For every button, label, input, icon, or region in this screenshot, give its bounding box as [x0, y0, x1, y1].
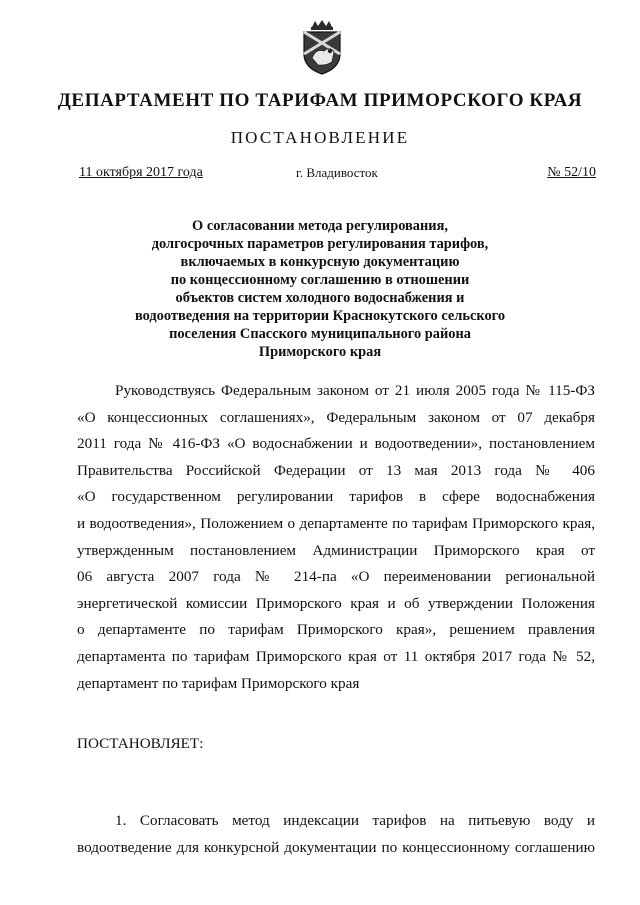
item-line: водоотведение для конкурсной документации по концессионному соглашению: [77, 838, 595, 856]
subject-line: О согласовании метода регулирования,: [192, 218, 448, 234]
document-city: г. Владивосток: [296, 165, 378, 180]
department-title: ДЕПАРТАМЕНТ ПО ТАРИФАМ ПРИМОРСКОГО КРАЯ: [57, 90, 583, 111]
document-type: ПОСТАНОВЛЕНИЕ: [230, 128, 410, 147]
subject-line: объектов систем холодного водоснабжения и: [175, 290, 465, 306]
preamble-line: «О государственном регулировании тарифов в сфере водоснабжения: [77, 488, 595, 506]
subject-line: поселения Спасского муниципального района: [169, 326, 471, 342]
document-number: № 52/10: [547, 165, 596, 180]
preamble-line: о департаменте по тарифам Приморского края», решением правления: [77, 621, 595, 639]
item-line: 1. Согласовать метод индексации тарифов на питьевую воду и: [115, 812, 595, 829]
document-date: 11 октября 2017 года: [79, 165, 203, 180]
preamble-line: утвержденным постановлением Администрации Приморского края от: [77, 541, 595, 559]
preamble-line: 06 августа 2007 года № 214-па «О переименовании региональной: [77, 568, 595, 586]
subject-line: по концессионному соглашению в отношении: [170, 272, 470, 288]
subject-line: включаемых в конкурсную документацию: [180, 254, 460, 270]
preamble-line: и водоотведения», Положением о департаменте по тарифам Приморского края,: [77, 514, 595, 532]
subject-line: водоотведения на территории Краснокутского сельского: [134, 308, 506, 324]
preamble-line: Руководствуясь Федеральным законом от 21 июля 2005 года № 115-ФЗ: [115, 382, 595, 399]
document-subject: [100, 217, 540, 361]
coat-of-arms-emblem: [298, 18, 346, 76]
preamble-line: энергетической комиссии Приморского края и об утверждении Положения: [77, 594, 595, 612]
decree-word: ПОСТАНОВЛЯЕТ:: [77, 735, 204, 752]
subject-line: долгосрочных параметров регулирования тарифов,: [151, 236, 489, 252]
preamble-line: департамента по тарифам Приморского края от 11 октября 2017 года № 52,: [77, 647, 595, 665]
preamble-line: Правительства Российской Федерации от 13 мая 2013 года № 406: [77, 461, 595, 479]
preamble-line: департамент по тарифам Приморского края: [77, 674, 360, 692]
decree-item-1: [77, 808, 595, 861]
preamble-line: 2011 года № 416-ФЗ «О водоснабжении и водоотведении», постановлением: [77, 435, 595, 453]
subject-line: Приморского края: [258, 344, 382, 360]
preamble-line: «О концессионных соглашениях», Федеральным законом от 07 декабря: [77, 408, 595, 426]
preamble-paragraph: [77, 378, 595, 697]
